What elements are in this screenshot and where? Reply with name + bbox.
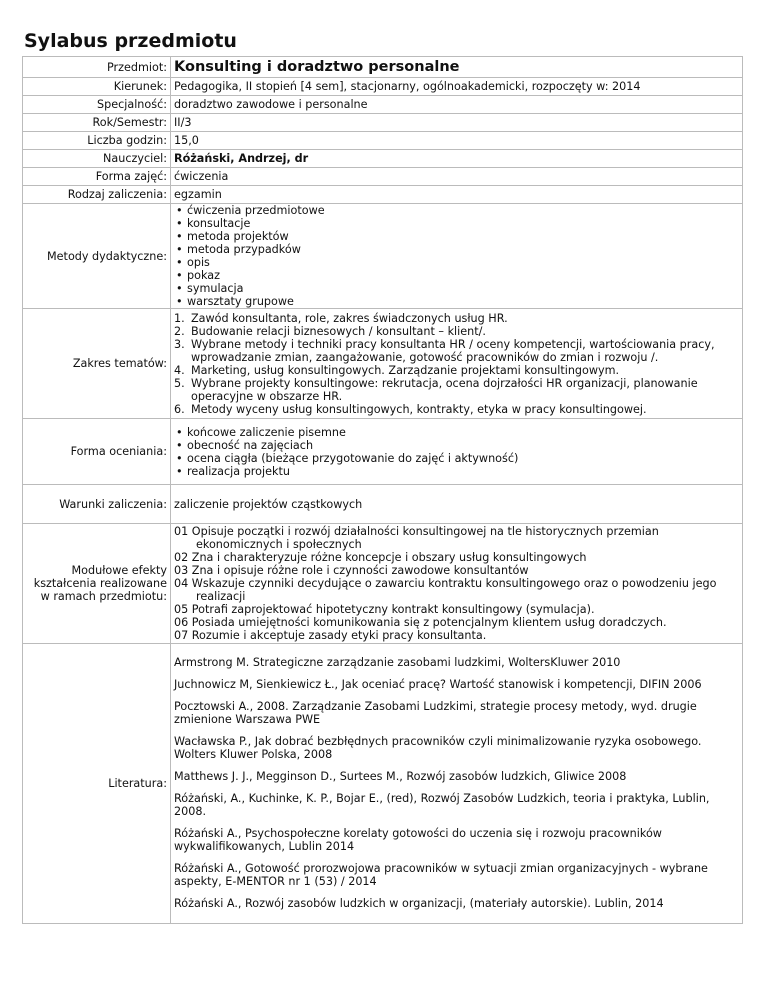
zakres-list: [174, 312, 739, 416]
list-item: • konsultacje: [174, 217, 739, 230]
list-item: 02 Zna i charakteryzuje różne koncepcje i obszary usług konsultingowych: [174, 551, 587, 564]
item-number: 3.: [174, 337, 185, 351]
literature-item: Juchnowicz M, Sienkiewicz Ł., Jak oceniać pracę? Wartość stanowisk i kompetencji, DIFIN 2006: [174, 677, 702, 691]
label-przedmiot: Przedmiot:: [23, 57, 171, 78]
row-zakres: [23, 309, 743, 419]
label-rok: Rok/Semestr:: [23, 114, 171, 132]
list-item: [174, 312, 739, 325]
page-title: Sylabus przedmiotu: [24, 30, 237, 52]
value-kierunek: Pedagogika, II stopień [4 sem], stacjonarny, ogólnoakademicki, rozpoczęty w: 2014: [171, 78, 743, 96]
label-zakres: Zakres tematów:: [23, 309, 171, 419]
label-rodzaj: Rodzaj zaliczenia:: [23, 186, 171, 204]
item-text: Zawód konsultanta, role, zakres świadczonych usług HR.: [191, 311, 508, 325]
row-przedmiot: [23, 57, 743, 78]
label-warunki: Warunki zaliczenia:: [23, 485, 171, 524]
value-warunki: zaliczenie projektów cząstkowych: [171, 485, 743, 524]
literature-item: Różański A., Rozwój zasobów ludzkich w organizacji, (materiały autorskie). Lublin, 2014: [174, 896, 664, 910]
metody-list: [174, 204, 739, 308]
value-rok: II/3: [171, 114, 743, 132]
list-item: • opis: [174, 256, 739, 269]
list-item: [174, 325, 739, 338]
item-number: 6.: [174, 402, 185, 416]
list-item: • metoda przypadków: [174, 243, 739, 256]
value-nauczyciel: Różański, Andrzej, dr: [171, 150, 743, 168]
item-text: Wybrane projekty konsultingowe: rekrutacja, ocena dojrzałości HR organizacji, planowanie operacyjne w obszarze HR.: [191, 376, 698, 403]
list-item: [174, 338, 739, 364]
label-godziny: Liczba godzin:: [23, 132, 171, 150]
item-number: 2.: [174, 324, 185, 338]
label-specjalnosc: Specjalność:: [23, 96, 171, 114]
literature-item: Różański A., Gotowość prorozwojowa pracowników w sytuacji zmian organizacyjnych - wybrane aspekty, E-MENTOR nr 1 (53) / 2014: [174, 861, 708, 888]
value-specjalnosc: doradztwo zawodowe i personalne: [171, 96, 743, 114]
item-text: Budowanie relacji biznesowych / konsultant – klient/.: [191, 324, 486, 338]
literature-item: Armstrong M. Strategiczne zarządzanie zasobami ludzkimi, WoltersKluwer 2010: [174, 655, 621, 669]
efekty-list: [174, 525, 739, 642]
item-number: 5.: [174, 376, 185, 390]
list-item: 04 Wskazuje czynniki decydujące o zawarciu kontraktu konsultingowego oraz o powodzeniu jego realizacji: [174, 577, 717, 603]
label-literatura: Literatura:: [23, 644, 171, 924]
list-item: [174, 364, 739, 377]
value-godziny: 15,0: [171, 132, 743, 150]
list-item: • warsztaty grupowe: [174, 295, 739, 308]
value-forma: ćwiczenia: [171, 168, 743, 186]
list-item: • realizacja projektu: [174, 465, 739, 478]
list-item: • obecność na zajęciach: [174, 439, 739, 452]
list-item: • metoda projektów: [174, 230, 739, 243]
list-item: • symulacja: [174, 282, 739, 295]
label-nauczyciel: Nauczyciel:: [23, 150, 171, 168]
literature-item: Matthews J. J., Megginson D., Surtees M., Rozwój zasobów ludzkich, Gliwice 2008: [174, 769, 627, 783]
value-przedmiot: Konsulting i doradztwo personalne: [171, 57, 743, 78]
row-specjalnosc: [23, 96, 743, 114]
item-text: Marketing, usług konsultingowych. Zarządzanie projektami konsultingowym.: [191, 363, 620, 377]
row-godziny: [23, 132, 743, 150]
label-kierunek: Kierunek:: [23, 78, 171, 96]
syllabus-table: [22, 56, 743, 924]
row-efekty: [23, 524, 743, 644]
row-rok: [23, 114, 743, 132]
list-item: 03 Zna i opisuje różne role i czynności zawodowe konsultantów: [174, 564, 529, 577]
list-item: • ćwiczenia przedmiotowe: [174, 204, 739, 217]
row-forma: [23, 168, 743, 186]
literature-item: Różański, A., Kuchinke, K. P., Bojar E., (red), Rozwój Zasobów Ludzkich, teoria i praktyka, Lublin, 2008.: [174, 791, 710, 818]
row-kierunek: [23, 78, 743, 96]
label-efekty: Modułowe efekty kształcenia realizowane w ramach przedmiotu:: [23, 524, 171, 644]
list-item: • ocena ciągła (bieżące przygotowanie do zajęć i aktywność): [174, 452, 739, 465]
item-number: 4.: [174, 363, 185, 377]
row-nauczyciel: [23, 150, 743, 168]
list-item: • pokaz: [174, 269, 739, 282]
list-item: • końcowe zaliczenie pisemne: [174, 426, 739, 439]
row-metody: [23, 204, 743, 309]
list-item: 07 Rozumie i akceptuje zasady etyki pracy konsultanta.: [174, 629, 487, 642]
list-item: 06 Posiada umiejętności komunikowania się z potencjalnym klientem usług doradczych.: [174, 616, 667, 629]
ocena-list: [174, 426, 739, 478]
list-item: 01 Opisuje początki i rozwój działalności konsultingowej na tle historycznych przemian ekonomicznych i społecznych: [174, 525, 659, 551]
value-rodzaj: egzamin: [171, 186, 743, 204]
row-warunki: [23, 485, 743, 524]
label-forma: Forma zajęć:: [23, 168, 171, 186]
list-item: [174, 403, 739, 416]
label-ocena: Forma oceniania:: [23, 419, 171, 485]
literature-item: Różański A., Psychospołeczne korelaty gotowości do uczenia się i rozwoju pracowników wykwalifikowanych, Lublin 2014: [174, 826, 662, 853]
row-rodzaj: [23, 186, 743, 204]
item-number: 1.: [174, 311, 185, 325]
item-text: Wybrane metody i techniki pracy konsultanta HR / oceny kompetencji, wartościowania pracy, wprowadzanie zmian, zaangażowanie, gotowość pracowników do zmian i rozwoju /.: [191, 337, 715, 364]
label-metody: Metody dydaktyczne:: [23, 204, 171, 309]
list-item: [174, 377, 739, 403]
list-item: 05 Potrafi zaprojektować hipotetyczny kontrakt konsultingowy (symulacja).: [174, 603, 595, 616]
row-literatura: [23, 644, 743, 924]
literature-item: Pocztowski A., 2008. Zarządzanie Zasobami Ludzkimi, strategie procesy metody, wyd. drugie zmienione Warszawa PWE: [174, 699, 697, 726]
item-text: Metody wyceny usług konsultingowych, kontrakty, etyka w pracy konsultingowej.: [191, 402, 647, 416]
row-ocena: [23, 419, 743, 485]
literature-item: Wacławska P., Jak dobrać bezbłędnych pracowników czyli minimalizowanie ryzyka osobowego. Wolters Kluwer Polska, 2008: [174, 734, 702, 761]
